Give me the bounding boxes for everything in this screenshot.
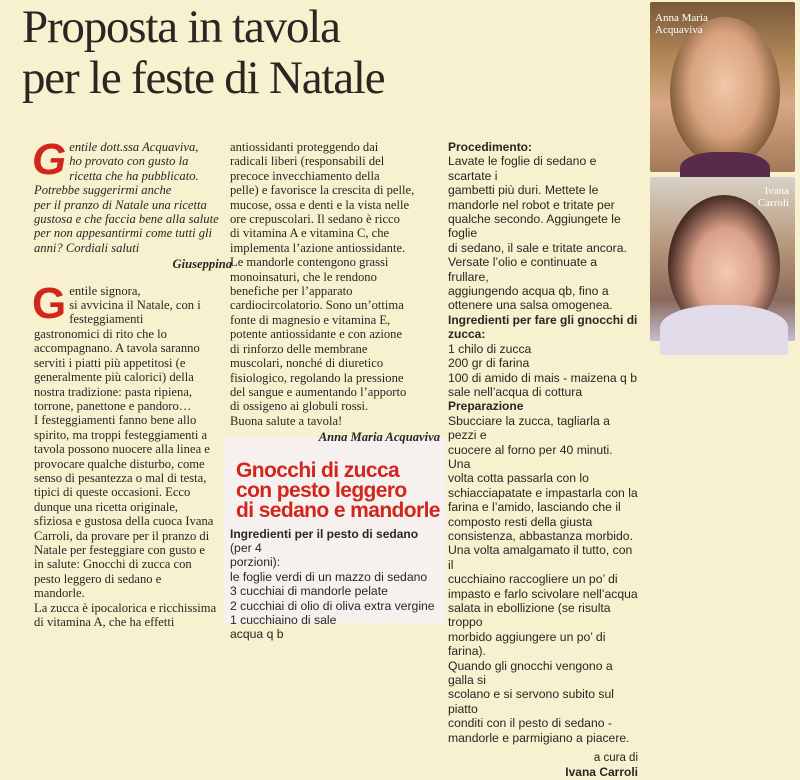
- reply-line: accompagnano. A tavola saranno: [34, 341, 200, 356]
- caption-line: Ivana: [764, 185, 789, 197]
- reply-line: cardiocircolatorio. Sono un’ottima: [230, 298, 404, 313]
- reply-line: Buona salute a tavola!: [230, 413, 343, 428]
- ingredient-item: 2 cucchiai di olio di oliva extra vergine: [230, 598, 435, 613]
- reply-line: Carroli, da provare per il pranzo di: [34, 528, 210, 543]
- letter-line: ricetta che ha pubblicato.: [69, 168, 199, 183]
- credit-prefix: a cura di: [593, 752, 638, 765]
- procedure-line: Versate l’olio e continuate a frullare,: [448, 255, 598, 284]
- title-line-1: Proposta in tavola: [22, 1, 340, 53]
- reply-line: La zucca è ipocalorica e ricchissima: [34, 600, 217, 615]
- reply-line: festeggiamenti: [69, 312, 144, 327]
- pesto-heading: Ingredienti per il pesto di sedano: [230, 526, 419, 541]
- reply-dropcap: G: [32, 278, 67, 328]
- reply-line: muscolari, nonché di diuretico: [230, 356, 384, 371]
- page-title: [22, 2, 622, 104]
- reply-line: potente antiossidante e con azione: [230, 327, 403, 342]
- reply-line: tavola possono nuocere alla linea e: [34, 442, 210, 457]
- reply-line: di vitamina A, che ha effetti: [34, 615, 175, 629]
- pesto-section: [230, 527, 440, 642]
- prep-line: Sbucciare la zucca, tagliarla a pezzi e: [448, 413, 610, 443]
- author-photo-carroli: [650, 177, 795, 341]
- column-1: [32, 135, 232, 629]
- reply-line: spirito, ma troppi festeggiamenti a: [34, 427, 208, 442]
- prep-line: salata in ebollizione (se risulta troppo: [448, 601, 611, 630]
- photo-caption-carroli: [758, 185, 789, 209]
- pesto-heading-suffix: (per 4: [230, 540, 262, 555]
- prep-heading: Preparazione: [448, 399, 524, 414]
- ingredient-item: 1 cucchiaino di sale: [230, 612, 337, 627]
- procedure-line: aggiungendo acqua qb, fino a: [448, 284, 609, 299]
- reply-line: antiossidanti proteggendo dai: [230, 140, 379, 154]
- ingredient-item: 3 cucchiai di mandorle pelate: [230, 584, 388, 599]
- reply-line: pelle) e favorisce la crescita di pelle,: [230, 183, 415, 198]
- title-line-2: per le feste di Natale: [22, 52, 385, 104]
- column-2: [230, 140, 440, 642]
- reply-line: monoinsaturi, che le rendono: [230, 269, 377, 284]
- reply-line: dunque una ricetta originale,: [34, 499, 179, 514]
- reply-line: fisiologico, regolando la pressione: [230, 370, 404, 385]
- ingredient-item: 1 chilo di zucca: [448, 341, 532, 356]
- reply-line: radicali liberi (responsabili del: [230, 154, 385, 169]
- reply-line: provocare qualche disturbo, come: [34, 456, 205, 471]
- reply-line: pesto leggero di sedano e: [34, 571, 162, 586]
- letter-line: per il pranzo di Natale una ricetta: [34, 197, 207, 212]
- reader-letter: [32, 135, 232, 272]
- reply-line: mandorle.: [34, 586, 85, 601]
- recipe-title-line: di sedano e mandorle: [236, 498, 440, 522]
- procedure-line: Lavate le foglie di sedano e scartate i: [448, 154, 597, 183]
- prep-line: impasto e farlo scivolare nell’acqua: [448, 586, 638, 601]
- letter-line: ho provato con gusto la: [69, 154, 189, 169]
- reply-signature: Anna Maria Acquaviva: [318, 430, 440, 445]
- reply-line: del sangue e aumentando l’apporto: [230, 384, 407, 399]
- prep-line: schiacciapatate e impastarla con la: [448, 485, 638, 500]
- reply-line: mucose, ossa e denti e la vista nelle: [230, 197, 410, 212]
- letter-line: Potrebbe suggerirmi anche: [34, 183, 172, 198]
- reply-line: nostra tradizione: pasta ripiena,: [34, 384, 193, 399]
- reply-line: senso di pesantezza o mal di testa,: [34, 470, 207, 485]
- photo-caption-acquaviva: [655, 12, 708, 36]
- reply-line: tipici di queste occasioni. Ecco: [34, 485, 191, 500]
- prep-line: Quando gli gnocchi vengono a galla si: [448, 658, 613, 688]
- pesto-heading-line2: porzioni):: [230, 555, 281, 570]
- caption-line: Anna Maria: [655, 12, 708, 24]
- prep-line: scolano e si servono subito sul piatto: [448, 687, 614, 716]
- reply-line: gastronomici di rito che lo: [34, 326, 167, 341]
- prep-line: volta cotta passarla con lo: [448, 471, 589, 486]
- reply-line: sfiziosa e gustosa della cuoca Ivana: [34, 514, 214, 529]
- procedure-line: ottenere una salsa omogenea.: [448, 298, 613, 313]
- reply-line: torrone, panettone e pandoro…: [34, 398, 192, 413]
- reply-line: Natale per festeggiare con gusto e: [34, 542, 205, 557]
- author-photo-acquaviva: [650, 2, 795, 172]
- prep-line: mandorle e parmigiano a piacere.: [448, 730, 630, 745]
- reply-line: di rinforzo delle membrane: [230, 341, 368, 356]
- prep-line: cucchiaino raccogliere un po’ di: [448, 572, 618, 587]
- procedure-line: di sedano, il sale e tritate ancora.: [448, 240, 627, 255]
- reply-text: [32, 278, 232, 630]
- caption-line: Carroli: [757, 197, 789, 209]
- reply-line: ore crepuscolari. Il sedano è ricco: [230, 212, 400, 227]
- reply-line: implementa l’azione antiossidante.: [230, 240, 406, 255]
- letter-line: gustosa e che faccia bene alla salute: [34, 212, 219, 227]
- reply-line: entile signora,: [69, 283, 141, 298]
- reply-line: si avvicina il Natale, con i: [69, 298, 201, 313]
- gnocchi-heading: zucca:: [448, 327, 486, 342]
- prep-line: cuocere al forno per 40 minuti. Una: [448, 442, 613, 471]
- reply-line: fonte di magnesio e vitamina E,: [230, 312, 391, 327]
- prep-line: morbido aggiungere un po’ di farina).: [448, 629, 606, 659]
- ingredient-item: acqua q b: [230, 627, 284, 642]
- reply-line: I festeggiamenti fanno bene allo: [34, 413, 197, 428]
- procedure-heading: Procedimento:: [448, 140, 533, 154]
- prep-line: farina e l’amido, lasciando che il: [448, 500, 621, 515]
- reply-line: precoce invecchiamento della: [230, 168, 380, 183]
- prep-line: composto resti della giusta: [448, 514, 593, 529]
- ingredient-item: sale nell’acqua di cottura: [448, 384, 583, 399]
- reply-line: benefiche per l’apparato: [230, 284, 353, 299]
- procedure-line: gambetti più duri. Mettete le: [448, 183, 599, 198]
- prep-line: consistenza, abbastanza morbido.: [448, 528, 633, 543]
- reply-line: di ossigeno ai globuli rossi.: [230, 399, 369, 414]
- prep-line: conditi con il pesto di sedano -: [448, 716, 612, 731]
- gnocchi-heading: Ingredienti per fare gli gnocchi di: [448, 312, 638, 327]
- caption-line: Acquaviva: [655, 24, 703, 36]
- letter-dropcap: G: [32, 135, 67, 184]
- column-3: [448, 140, 638, 780]
- credit-name: Ivana Carroli: [565, 765, 638, 780]
- ingredient-item: le foglie verdi di un mazzo di sedano: [230, 569, 428, 584]
- reply-line: serviti i piatti più appetitosi (e: [34, 355, 186, 370]
- ingredient-item: 200 gr di farina: [448, 356, 530, 371]
- recipe-title: [236, 458, 440, 522]
- letter-line: anni? Cordiali saluti: [34, 240, 140, 255]
- ingredient-item: 100 di amido di mais - maizena q b: [448, 370, 638, 385]
- letter-line: per non appesantirmi come tutti gli: [34, 226, 213, 241]
- reply-line: in salute: Gnocchi di zucca con: [34, 557, 192, 572]
- procedure-line: mandorle nel robot e tritate per: [448, 197, 615, 212]
- recipe-title-line: con pesto leggero: [236, 478, 407, 502]
- recipe-title-line: Gnocchi di zucca: [236, 458, 400, 482]
- procedure-line: qualche secondo. Aggiungete le foglie: [448, 212, 621, 241]
- reply-line: Le mandorle contengono grassi: [230, 255, 389, 270]
- reply-line: generalmente più calorici) della: [34, 370, 194, 385]
- prep-line: Una volta amalgamato il tutto, con il: [448, 543, 633, 572]
- letter-signature: Giuseppina: [172, 257, 232, 272]
- reply-line: di vitamina A e vitamina C, che: [230, 226, 390, 241]
- letter-line: entile dott.ssa Acquaviva,: [69, 140, 199, 154]
